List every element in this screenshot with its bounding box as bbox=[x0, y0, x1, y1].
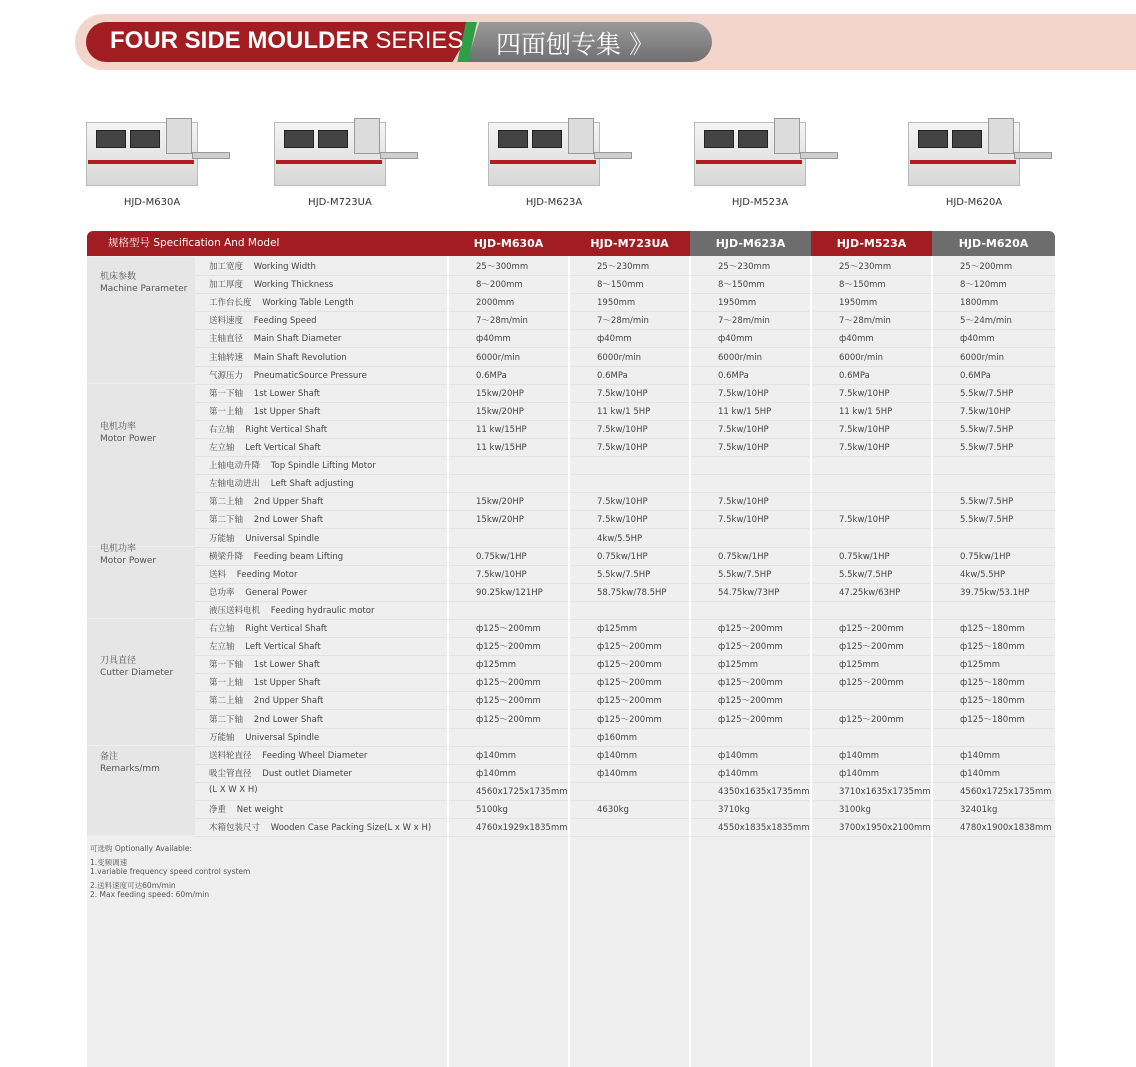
table-cell: ф125～200mm bbox=[476, 642, 541, 653]
table-cell: 7.5kw/10HP bbox=[597, 515, 648, 526]
table-cell bbox=[932, 456, 1053, 474]
table-cell: 39.75kw/53.1HP bbox=[960, 587, 1030, 598]
row-name: 加工宽度 Working Width bbox=[209, 262, 316, 272]
table-cell: 0.6MPa bbox=[476, 370, 507, 381]
table-row bbox=[195, 637, 1055, 656]
table-cell: 4560x1725x1735mm bbox=[960, 786, 1052, 797]
model-header: HJD-M623A bbox=[690, 231, 811, 256]
table-cell bbox=[448, 529, 569, 547]
table-cell: 1950mm bbox=[839, 298, 878, 309]
group-column bbox=[87, 384, 195, 546]
model-header: HJD-M523A bbox=[811, 231, 932, 256]
model-header: HJD-M723UA bbox=[569, 231, 690, 256]
group-label bbox=[100, 421, 156, 445]
row-name: 第一上轴 1st Upper Shaft bbox=[209, 406, 321, 417]
table-cell: 5.5kw/7.5HP bbox=[960, 515, 1014, 526]
table-cell bbox=[811, 529, 932, 547]
table-cell: ф125～200mm bbox=[718, 678, 783, 689]
machine-label: HJD-M623A bbox=[525, 197, 583, 208]
row-name: 净重 Net weight bbox=[209, 805, 284, 815]
table-cell: ф125～200mm bbox=[476, 624, 541, 634]
machine-5 bbox=[904, 112, 1054, 192]
machine-window bbox=[918, 130, 948, 148]
table-cell: 0.6MPa bbox=[960, 370, 991, 381]
control-panel bbox=[354, 118, 380, 154]
table-cell: 54.75kw/73HP bbox=[718, 587, 780, 598]
table-cell: 4560x1725x1735mm bbox=[476, 786, 568, 797]
table-cell: 15kw/20HP bbox=[476, 406, 524, 417]
row-name: 左轴电动进出 Left Shaft adjusting bbox=[209, 479, 354, 490]
spec-header: 规格型号 Specification And Model bbox=[87, 231, 448, 256]
table-row bbox=[195, 293, 1055, 312]
table-row bbox=[195, 547, 1055, 566]
table-cell: ф125～200mm bbox=[718, 624, 783, 634]
row-name: 第二下轴 2nd Lower Shaft bbox=[209, 714, 324, 725]
table-cell: 4630kg bbox=[597, 805, 629, 815]
row-name: 左立轴 Left Vertical Shaft bbox=[209, 642, 321, 653]
table-cell: 5.5kw/7.5HP bbox=[960, 388, 1014, 399]
table-cell: ф125～180mm bbox=[960, 624, 1025, 634]
machine-label: HJD-M630A bbox=[123, 197, 181, 208]
group-label-cn: 备注 bbox=[100, 752, 119, 762]
table-cell: 6000r/min bbox=[597, 352, 642, 363]
table-cell: 1800mm bbox=[960, 298, 999, 309]
table-cell: 7.5kw/10HP bbox=[597, 388, 648, 399]
row-name: 送料轮直径 Feeding Wheel Diameter bbox=[209, 750, 368, 761]
table-cell: ф125～200mm bbox=[839, 642, 904, 653]
table-cell: 4350x1635x1735mm bbox=[718, 786, 810, 797]
machine-window bbox=[284, 130, 314, 148]
row-name: 吸尘管直径 Dust outlet Diameter bbox=[209, 768, 352, 779]
table-cell: 4550x1835x1835mm bbox=[718, 823, 810, 834]
machine-table bbox=[594, 152, 632, 159]
table-cell: ф125～180mm bbox=[960, 642, 1025, 653]
table-row bbox=[195, 710, 1055, 729]
table-cell: ф125～200mm bbox=[718, 642, 783, 653]
control-panel bbox=[568, 118, 594, 154]
table-cell: 90.25kw/121HP bbox=[476, 587, 543, 598]
group-label bbox=[100, 655, 173, 679]
table-cell: 6000r/min bbox=[476, 352, 521, 363]
column-divider bbox=[689, 256, 691, 1067]
table-cell: 5.5kw/7.5HP bbox=[960, 424, 1014, 435]
table-cell bbox=[448, 456, 569, 474]
table-cell: 15kw/20HP bbox=[476, 515, 524, 526]
table-cell: 0.6MPa bbox=[718, 370, 749, 381]
machine-label: HJD-M523A bbox=[731, 197, 789, 208]
table-row bbox=[195, 366, 1055, 385]
group-label-cn: 电机功率 bbox=[100, 422, 137, 432]
table-row bbox=[195, 746, 1055, 765]
machine-window bbox=[96, 130, 126, 148]
table-cell: ф140mm bbox=[597, 768, 638, 779]
table-cell: 5.5kw/7.5HP bbox=[718, 569, 772, 580]
table-cell: 7.5kw/10HP bbox=[960, 406, 1011, 417]
note-2-en: 2. Max feeding speed: 60m/min bbox=[90, 890, 210, 899]
group-label-en: Remarks/mm bbox=[100, 764, 160, 774]
machine-table bbox=[800, 152, 838, 159]
table-row bbox=[195, 728, 1055, 747]
table-cell: 6000r/min bbox=[718, 352, 763, 363]
table-row bbox=[195, 818, 1055, 837]
row-name: 右立轴 Right Vertical Shaft bbox=[209, 624, 328, 634]
table-row bbox=[195, 583, 1055, 602]
table-cell: 5.5kw/7.5HP bbox=[960, 497, 1014, 508]
table-row bbox=[195, 438, 1055, 457]
table-cell: 7.5kw/10HP bbox=[839, 443, 890, 453]
table-cell: 8～120mm bbox=[960, 280, 1007, 291]
table-cell: 7.5kw/10HP bbox=[718, 443, 769, 453]
table-cell: ф125～200mm bbox=[839, 624, 904, 634]
table-cell: 7.5kw/10HP bbox=[597, 443, 648, 453]
row-name: 第二上轴 2nd Upper Shaft bbox=[209, 696, 324, 707]
table-row bbox=[195, 402, 1055, 421]
page-title bbox=[110, 27, 463, 55]
table-row bbox=[195, 619, 1055, 638]
group-column bbox=[87, 619, 195, 745]
table-cell: 1950mm bbox=[597, 298, 636, 309]
table-cell: 7～28m/min bbox=[839, 316, 891, 327]
table-cell: 2000mm bbox=[476, 298, 515, 309]
table-cell bbox=[448, 601, 569, 619]
table-cell: ф140mm bbox=[839, 768, 880, 779]
table-cell: 0.75kw/1HP bbox=[718, 551, 769, 562]
table-cell: 7～28m/min bbox=[476, 316, 528, 327]
table-row bbox=[195, 673, 1055, 692]
group-label bbox=[100, 751, 160, 775]
table-cell: ф140mm bbox=[597, 750, 638, 761]
table-cell: 11 kw/1 5HP bbox=[839, 406, 893, 417]
table-cell: ф140mm bbox=[476, 750, 517, 761]
table-cell bbox=[932, 728, 1053, 746]
row-name: 第二上轴 2nd Upper Shaft bbox=[209, 497, 324, 508]
table-cell: 11 kw/15HP bbox=[476, 424, 527, 435]
table-cell: ф125～200mm bbox=[476, 678, 541, 689]
table-cell bbox=[448, 728, 569, 746]
table-cell: 7.5kw/10HP bbox=[718, 424, 769, 435]
table-cell bbox=[811, 728, 932, 746]
table-cell: ф160mm bbox=[597, 732, 638, 743]
table-cell: ф40mm bbox=[839, 334, 874, 345]
table-cell bbox=[569, 474, 690, 492]
table-cell: 8～200mm bbox=[476, 280, 523, 291]
table-cell: 0.75kw/1HP bbox=[476, 551, 527, 562]
machine-stripe bbox=[276, 160, 382, 164]
model-header: HJD-M630A bbox=[448, 231, 569, 256]
table-cell: ф140mm bbox=[839, 750, 880, 761]
table-cell bbox=[932, 529, 1053, 547]
table-cell: 11 kw/1 5HP bbox=[597, 406, 651, 417]
row-name: 送料 Feeding Motor bbox=[209, 569, 298, 580]
table-cell: ф125～200mm bbox=[597, 678, 662, 689]
group-label-en: Machine Parameter bbox=[100, 284, 188, 294]
table-cell: 7.5kw/10HP bbox=[718, 388, 769, 399]
notes-heading: 可选购 Optionally Available: bbox=[90, 844, 192, 853]
row-name: 上轴电动升降 Top Spindle Lifting Motor bbox=[209, 461, 376, 472]
group-label-en: Motor Power bbox=[100, 434, 157, 444]
table-row bbox=[195, 782, 1055, 801]
table-cell: ф125～200mm bbox=[476, 714, 541, 725]
table-cell: 32401kg bbox=[960, 805, 998, 815]
row-name: 液压送料电机 Feeding hydraulic motor bbox=[209, 605, 375, 616]
group-label-cn: 机床参数 bbox=[100, 272, 137, 282]
table-cell: 5.5kw/7.5HP bbox=[960, 443, 1014, 453]
table-cell: ф125～200mm bbox=[839, 714, 904, 725]
machine-window bbox=[130, 130, 160, 148]
table-cell: 1950mm bbox=[718, 298, 757, 309]
table-cell: ф40mm bbox=[960, 334, 995, 345]
table-cell: ф125～180mm bbox=[960, 714, 1025, 725]
title-light: SERIES bbox=[368, 27, 464, 54]
row-name: 加工厚度 Working Thickness bbox=[209, 280, 334, 291]
table-cell: 7.5kw/10HP bbox=[839, 388, 890, 399]
table-cell: ф125～200mm bbox=[597, 714, 662, 725]
table-row bbox=[195, 275, 1055, 294]
table-cell: 5.5kw/7.5HP bbox=[839, 569, 893, 580]
machine-stripe bbox=[910, 160, 1016, 164]
table-cell: 11 kw/15HP bbox=[476, 443, 527, 453]
machine-window bbox=[704, 130, 734, 148]
group-label-cn: 电机功率 bbox=[100, 544, 137, 554]
table-cell: 7～28m/min bbox=[718, 316, 770, 327]
table-cell: 4780x1900x1838mm bbox=[960, 823, 1052, 834]
table-cell: 7.5kw/10HP bbox=[597, 424, 648, 435]
options-notes bbox=[90, 844, 250, 900]
control-panel bbox=[166, 118, 192, 154]
column-divider bbox=[810, 256, 812, 1067]
machine-window bbox=[738, 130, 768, 148]
machine-window bbox=[952, 130, 982, 148]
table-cell: ф140mm bbox=[960, 768, 1001, 779]
model-header: HJD-M620A bbox=[932, 231, 1055, 256]
table-cell: 0.6MPa bbox=[597, 370, 628, 381]
row-name: 万能轴 Universal Spindle bbox=[209, 732, 320, 743]
table-cell: 7.5kw/10HP bbox=[839, 515, 890, 526]
table-row bbox=[195, 384, 1055, 403]
table-row bbox=[195, 691, 1055, 710]
group-label-en: Motor Power bbox=[100, 556, 157, 566]
machine-stripe bbox=[696, 160, 802, 164]
table-cell: ф125～200mm bbox=[476, 696, 541, 707]
table-cell bbox=[932, 474, 1053, 492]
table-cell: 7.5kw/10HP bbox=[597, 497, 648, 508]
table-cell: 0.75kw/1HP bbox=[597, 551, 648, 562]
table-cell: 0.75kw/1HP bbox=[839, 551, 890, 562]
table-cell bbox=[690, 529, 811, 547]
table-cell: ф140mm bbox=[476, 768, 517, 779]
table-cell: 25～230mm bbox=[597, 262, 650, 272]
table-cell: ф140mm bbox=[960, 750, 1001, 761]
row-name: 第一上轴 1st Upper Shaft bbox=[209, 678, 321, 689]
row-name: 第一下轴 1st Lower Shaft bbox=[209, 388, 321, 399]
machine-window bbox=[498, 130, 528, 148]
table-row bbox=[195, 492, 1055, 511]
group-label-en: Cutter Diameter bbox=[100, 668, 174, 678]
machine-window bbox=[532, 130, 562, 148]
table-cell bbox=[448, 474, 569, 492]
group-label bbox=[100, 271, 187, 295]
machine-1 bbox=[82, 112, 232, 192]
row-name: 第二下轴 2nd Lower Shaft bbox=[209, 515, 324, 526]
table-cell: ф125～200mm bbox=[597, 642, 662, 653]
table-cell bbox=[569, 601, 690, 619]
table-cell: ф125～200mm bbox=[718, 696, 783, 707]
table-cell: ф125mm bbox=[476, 660, 517, 671]
table-row bbox=[195, 800, 1055, 819]
note-1-cn: 1.变频调速 bbox=[90, 857, 128, 867]
table-cell: 4kw/5.5HP bbox=[960, 569, 1006, 580]
table-cell: 8～150mm bbox=[718, 280, 765, 291]
table-cell bbox=[690, 601, 811, 619]
table-cell: ф125mm bbox=[839, 660, 880, 671]
table-cell: 7.5kw/10HP bbox=[839, 424, 890, 435]
machine-4 bbox=[690, 112, 840, 192]
table-cell: 3710kg bbox=[718, 805, 750, 815]
table-cell: 7.5kw/10HP bbox=[718, 515, 769, 526]
table-row bbox=[195, 474, 1055, 493]
table-cell: 25～300mm bbox=[476, 262, 529, 272]
table-cell: ф125～180mm bbox=[960, 678, 1025, 689]
table-cell: 8～150mm bbox=[597, 280, 644, 291]
table-cell: 15kw/20HP bbox=[476, 497, 524, 508]
table-cell bbox=[811, 474, 932, 492]
row-name: 第一下轴 1st Lower Shaft bbox=[209, 660, 321, 671]
group-label-cn: 刀具直径 bbox=[100, 656, 137, 666]
table-cell: 47.25kw/63HP bbox=[839, 587, 901, 598]
table-cell: 5100kg bbox=[476, 805, 508, 815]
table-cell: ф40mm bbox=[718, 334, 753, 345]
table-cell: ф125～200mm bbox=[597, 660, 662, 671]
row-name: 主轴转速 Main Shaft Revolution bbox=[209, 352, 347, 363]
table-cell: 3100kg bbox=[839, 805, 871, 815]
table-cell: ф125～200mm bbox=[597, 696, 662, 707]
table-cell: 3710x1635x1735mm bbox=[839, 786, 931, 797]
table-cell: 25～200mm bbox=[960, 262, 1013, 272]
table-cell: 8～150mm bbox=[839, 280, 886, 291]
table-cell: ф140mm bbox=[718, 750, 759, 761]
row-name: 左立轴 Left Vertical Shaft bbox=[209, 443, 321, 453]
table-cell bbox=[811, 601, 932, 619]
machine-stripe bbox=[88, 160, 194, 164]
table-row bbox=[195, 529, 1055, 548]
row-name: 木箱包装尺寸 Wooden Case Packing Size(L x W x H) bbox=[209, 823, 432, 834]
machine-label: HJD-M620A bbox=[945, 197, 1003, 208]
page-title-cn: 四面刨专集 》 bbox=[496, 30, 654, 59]
table-cell bbox=[932, 601, 1053, 619]
table-cell: 58.75kw/78.5HP bbox=[597, 587, 667, 598]
machine-label: HJD-M723UA bbox=[308, 197, 372, 208]
table-cell bbox=[569, 456, 690, 474]
machine-2 bbox=[270, 112, 420, 192]
row-name: 主轴直径 Main Shaft Diameter bbox=[209, 334, 342, 345]
table-cell: ф125～180mm bbox=[960, 696, 1025, 707]
table-row bbox=[195, 764, 1055, 783]
column-divider bbox=[447, 256, 449, 1067]
row-name: 万能轴 Universal Spindle bbox=[209, 533, 320, 544]
machine-3 bbox=[484, 112, 634, 192]
table-cell: ф125～200mm bbox=[839, 678, 904, 689]
table-cell bbox=[811, 691, 932, 709]
table-cell: ф125mm bbox=[960, 660, 1001, 671]
table-row bbox=[195, 311, 1055, 330]
machine-table bbox=[380, 152, 418, 159]
table-cell: ф125mm bbox=[718, 660, 759, 671]
row-name: 横梁升降 Feeding beam Lifting bbox=[209, 551, 344, 562]
group-label bbox=[100, 543, 156, 567]
row-name: 送料速度 Feeding Speed bbox=[209, 316, 317, 327]
table-row bbox=[195, 456, 1055, 475]
table-cell: 7.5kw/10HP bbox=[718, 497, 769, 508]
table-cell: 0.75kw/1HP bbox=[960, 551, 1011, 562]
row-name: 右立轴 Right Vertical Shaft bbox=[209, 424, 328, 435]
table-cell: 0.6MPa bbox=[839, 370, 870, 381]
table-row bbox=[195, 565, 1055, 584]
row-name: 工作台长度 Working Table Length bbox=[209, 298, 354, 309]
title-bold: FOUR SIDE MOULDER bbox=[110, 27, 369, 54]
row-name: 气源压力 PneumaticSource Pressure bbox=[209, 370, 367, 381]
table-cell bbox=[690, 474, 811, 492]
table-cell: ф125～200mm bbox=[718, 714, 783, 725]
table-cell: 5～24m/min bbox=[960, 316, 1012, 327]
machine-table bbox=[192, 152, 230, 159]
table-cell: 6000r/min bbox=[839, 352, 884, 363]
table-cell: 15kw/20HP bbox=[476, 388, 524, 399]
table-cell: 5.5kw/7.5HP bbox=[597, 569, 651, 580]
machine-stripe bbox=[490, 160, 596, 164]
table-cell: 7.5kw/10HP bbox=[476, 569, 527, 580]
column-divider bbox=[931, 256, 933, 1067]
table-cell: ф40mm bbox=[597, 334, 632, 345]
machine-table bbox=[1014, 152, 1052, 159]
table-cell: ф125mm bbox=[597, 624, 638, 634]
machine-window bbox=[318, 130, 348, 148]
table-cell: 25～230mm bbox=[839, 262, 892, 272]
table-cell: ф40mm bbox=[476, 334, 511, 345]
table-cell bbox=[811, 492, 932, 510]
table-row bbox=[195, 510, 1055, 529]
table-row bbox=[195, 655, 1055, 674]
table-cell bbox=[569, 818, 690, 836]
table-cell: 4kw/5.5HP bbox=[597, 533, 643, 544]
table-cell: 7～28m/min bbox=[597, 316, 649, 327]
table-cell: 11 kw/1 5HP bbox=[718, 406, 772, 417]
table-row bbox=[195, 257, 1055, 276]
table-cell: 3700x1950x2100mm bbox=[839, 823, 931, 834]
table-cell bbox=[690, 456, 811, 474]
table-cell bbox=[811, 456, 932, 474]
table-row bbox=[195, 348, 1055, 367]
table-row bbox=[195, 601, 1055, 620]
column-divider bbox=[568, 256, 570, 1067]
table-cell: ф140mm bbox=[718, 768, 759, 779]
row-name: 总功率 General Power bbox=[209, 587, 308, 598]
table-row bbox=[195, 420, 1055, 439]
row-name: (L X W X H) bbox=[209, 784, 258, 795]
note-2-cn: 2.送料速度可达60m/min bbox=[90, 880, 176, 890]
control-panel bbox=[988, 118, 1014, 154]
note-1-en: 1.variable frequency speed control system bbox=[90, 867, 251, 876]
control-panel bbox=[774, 118, 800, 154]
table-cell: 4760x1929x1835mm bbox=[476, 823, 568, 834]
table-cell bbox=[569, 782, 690, 800]
table-cell: 25～230mm bbox=[718, 262, 771, 272]
table-cell: 6000r/min bbox=[960, 352, 1005, 363]
table-row bbox=[195, 329, 1055, 348]
table-cell bbox=[690, 728, 811, 746]
